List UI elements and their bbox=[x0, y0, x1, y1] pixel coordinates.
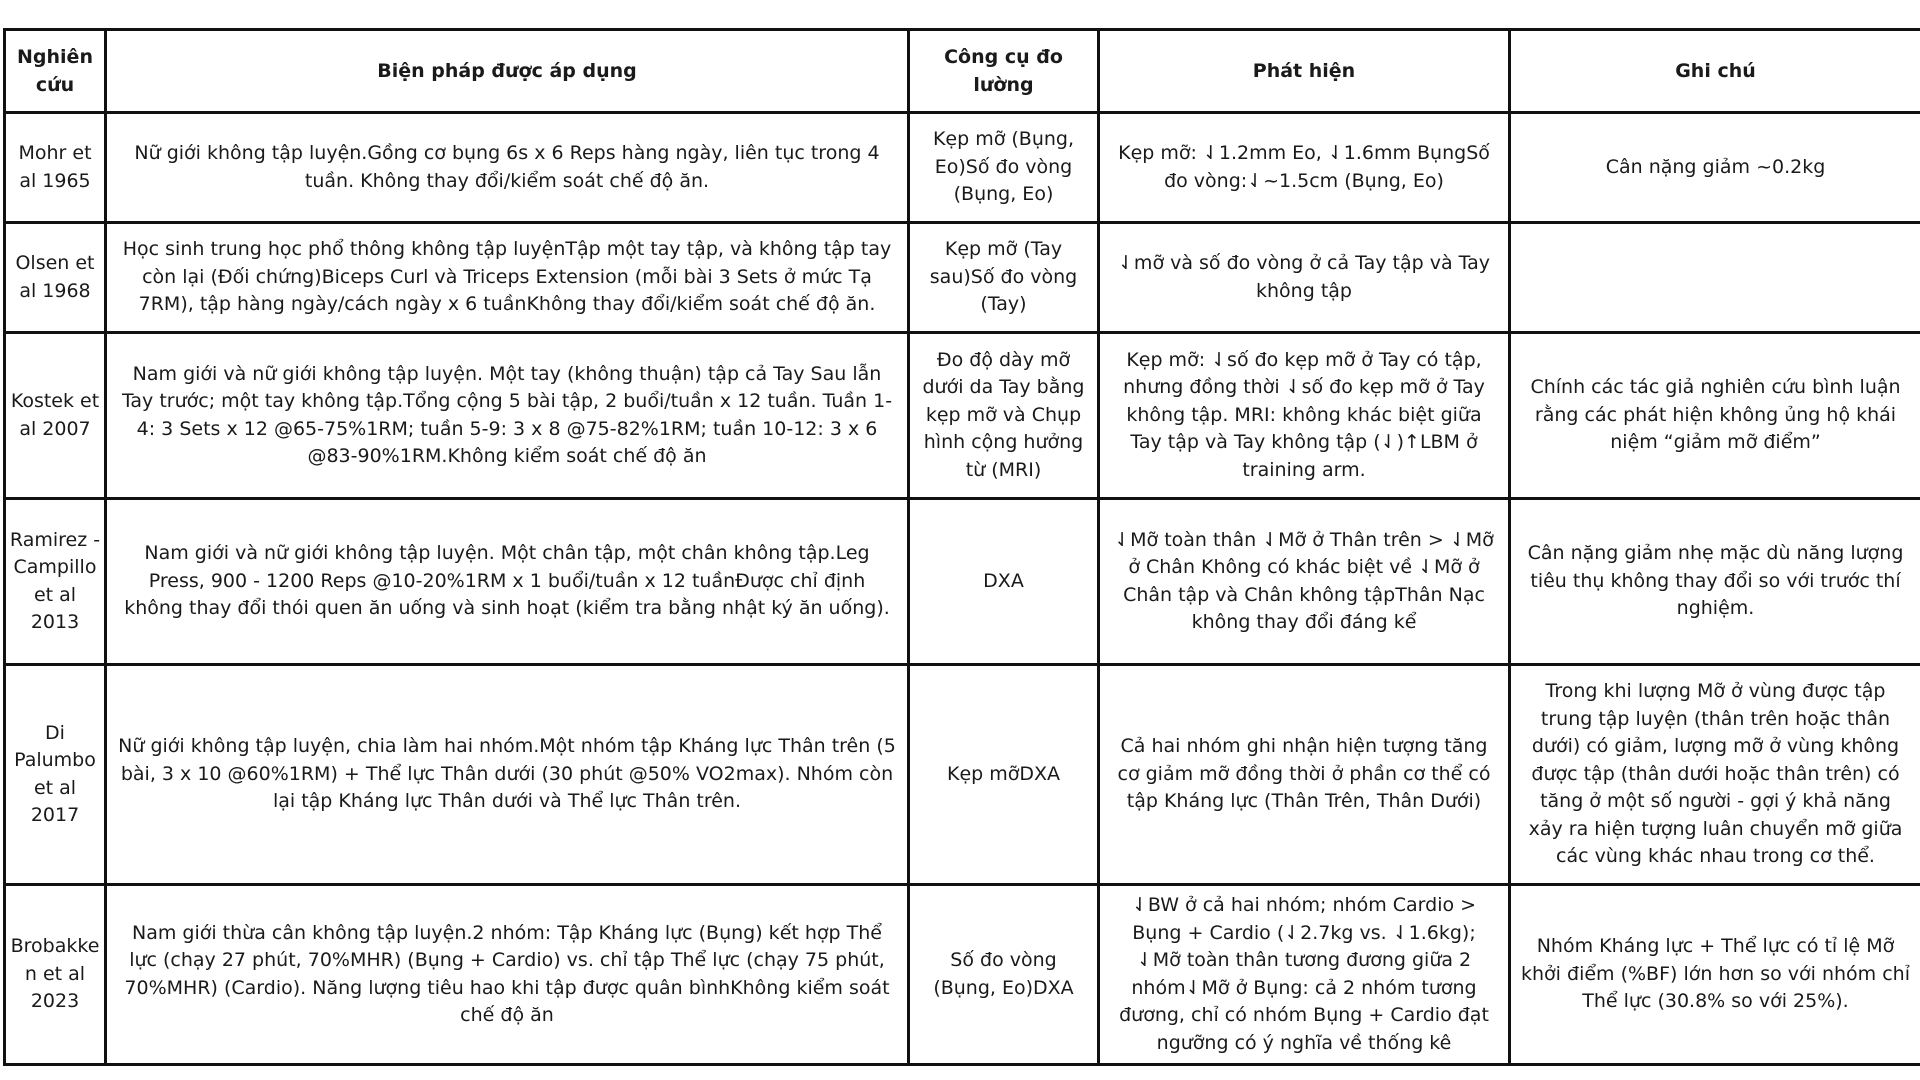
table-row bbox=[5, 499, 1920, 665]
cell-tool: Đo độ dày mỡ dưới da Tay bằng kẹp mỡ và Chụp hình cộng hưởng từ (MRI) bbox=[909, 333, 1099, 499]
table-row bbox=[5, 885, 1920, 1065]
cell-study: Di Palumbo et al 2017 bbox=[5, 665, 106, 885]
cell-note: Trong khi lượng Mỡ ở vùng được tập trung tập luyện (thân trên hoặc thân dưới) có giảm, lượng mỡ ở vùng không được tập (thân dưới hoặc thân trên) có tăng ở một số người - gợi ý khả năng xảy ra hiện tượng luân chuyển mỡ giữa các vùng khác nhau trong cơ thể. bbox=[1510, 665, 1920, 885]
header-finding: Phát hiện bbox=[1099, 30, 1510, 113]
cell-study: Ramirez - Campillo et al 2013 bbox=[5, 499, 106, 665]
cell-study: Kostek et al 2007 bbox=[5, 333, 106, 499]
cell-study: Mohr et al 1965 bbox=[5, 113, 106, 223]
cell-tool: DXA bbox=[909, 499, 1099, 665]
header-note: Ghi chú bbox=[1510, 30, 1920, 113]
header-tool: Công cụ đo lường bbox=[909, 30, 1099, 113]
cell-note: Cân nặng giảm nhẹ mặc dù năng lượng tiêu thụ không thay đổi so với trước thí nghiệm. bbox=[1510, 499, 1920, 665]
cell-finding: Kẹp mỡ: ⇃số đo kẹp mỡ ở Tay có tập, nhưng đồng thời ⇃số đo kẹp mỡ ở Tay không tập. MRI: không khác biệt giữa Tay tập và Tay không tập (⇃)↑LBM ở training arm. bbox=[1099, 333, 1510, 499]
cell-tool: Kẹp mỡDXA bbox=[909, 665, 1099, 885]
cell-note: Chính các tác giả nghiên cứu bình luận rằng các phát hiện không ủng hộ khái niệm “giảm mỡ điểm” bbox=[1510, 333, 1920, 499]
cell-method: Nam giới thừa cân không tập luyện.2 nhóm: Tập Kháng lực (Bụng) kết hợp Thể lực (chạy 27 phút, 70%MHR) (Bụng + Cardio) vs. chỉ tập Thể lực (chạy 75 phút, 70%MHR) (Cardio). Năng lượng tiêu hao khi tập được quân bìnhKhông kiểm soát chế độ ăn bbox=[106, 885, 909, 1065]
cell-tool: Kẹp mỡ (Tay sau)Số đo vòng (Tay) bbox=[909, 223, 1099, 333]
cell-method: Nữ giới không tập luyện.Gồng cơ bụng 6s x 6 Reps hàng ngày, liên tục trong 4 tuần. Không thay đổi/kiểm soát chế độ ăn. bbox=[106, 113, 909, 223]
header-study: Nghiên cứu bbox=[5, 30, 106, 113]
cell-finding: ⇃BW ở cả hai nhóm; nhóm Cardio > Bụng + Cardio (⇃2.7kg vs. ⇃1.6kg); ⇃Mỡ toàn thân tương đương giữa 2 nhóm⇃Mỡ ở Bụng: cả 2 nhóm tương đương, chỉ có nhóm Bụng + Cardio đạt ngưỡng có ý nghĩa về thống kê bbox=[1099, 885, 1510, 1065]
cell-method: Nữ giới không tập luyện, chia làm hai nhóm.Một nhóm tập Kháng lực Thân trên (5 bài, 3 x 10 @60%1RM) + Thể lực Thân dưới (30 phút @50% VO2max). Nhóm còn lại tập Kháng lực Thân dưới và Thể lực Thân trên. bbox=[106, 665, 909, 885]
table-header-row bbox=[5, 30, 1920, 113]
cell-study: Brobakken et al 2023 bbox=[5, 885, 106, 1065]
table-row bbox=[5, 223, 1920, 333]
cell-note: Cân nặng giảm ~0.2kg bbox=[1510, 113, 1920, 223]
cell-study: Olsen et al 1968 bbox=[5, 223, 106, 333]
table-row bbox=[5, 333, 1920, 499]
cell-note: Nhóm Kháng lực + Thể lực có tỉ lệ Mỡ khởi điểm (%BF) lớn hơn so với nhóm chỉ Thể lực (30.8% so với 25%). bbox=[1510, 885, 1920, 1065]
cell-method: Học sinh trung học phổ thông không tập luyệnTập một tay tập, và không tập tay còn lại (Đối chứng)Biceps Curl và Triceps Extension (mỗi bài 3 Sets ở mức Tạ 7RM), tập hàng ngày/cách ngày x 6 tuầnKhông thay đổi/kiểm soát chế độ ăn. bbox=[106, 223, 909, 333]
cell-tool: Kẹp mỡ (Bụng, Eo)Số đo vòng (Bụng, Eo) bbox=[909, 113, 1099, 223]
table-row bbox=[5, 113, 1920, 223]
cell-finding: Kẹp mỡ: ⇃1.2mm Eo, ⇃1.6mm BụngSố đo vòng:⇃~1.5cm (Bụng, Eo) bbox=[1099, 113, 1510, 223]
cell-method: Nam giới và nữ giới không tập luyện. Một chân tập, một chân không tập.Leg Press, 900 - 1200 Reps @10-20%1RM x 1 buổi/tuần x 12 tuầnĐược chỉ định không thay đổi thói quen ăn uống và sinh hoạt (kiểm tra bằng nhật ký ăn uống). bbox=[106, 499, 909, 665]
cell-tool: Số đo vòng (Bụng, Eo)DXA bbox=[909, 885, 1099, 1065]
research-table bbox=[3, 28, 1920, 1066]
cell-finding: Cả hai nhóm ghi nhận hiện tượng tăng cơ giảm mỡ đồng thời ở phần cơ thể có tập Kháng lực (Thân Trên, Thân Dưới) bbox=[1099, 665, 1510, 885]
cell-finding: ⇃Mỡ toàn thân ⇃Mỡ ở Thân trên > ⇃Mỡ ở Chân Không có khác biệt về ⇃Mỡ ở Chân tập và Chân không tậpThân Nạc không thay đổi đáng kể bbox=[1099, 499, 1510, 665]
header-method: Biện pháp được áp dụng bbox=[106, 30, 909, 113]
cell-finding: ⇃mỡ và số đo vòng ở cả Tay tập và Tay không tập bbox=[1099, 223, 1510, 333]
cell-note bbox=[1510, 223, 1920, 333]
cell-method: Nam giới và nữ giới không tập luyện. Một tay (không thuận) tập cả Tay Sau lẫn Tay trước; một tay không tập.Tổng cộng 5 bài tập, 2 buổi/tuần x 12 tuần. Tuần 1-4: 3 Sets x 12 @65-75%1RM; tuần 5-9: 3 x 8 @75-82%1RM; tuần 10-12: 3 x 6 @83-90%1RM.Không kiểm soát chế độ ăn bbox=[106, 333, 909, 499]
table-row bbox=[5, 665, 1920, 885]
